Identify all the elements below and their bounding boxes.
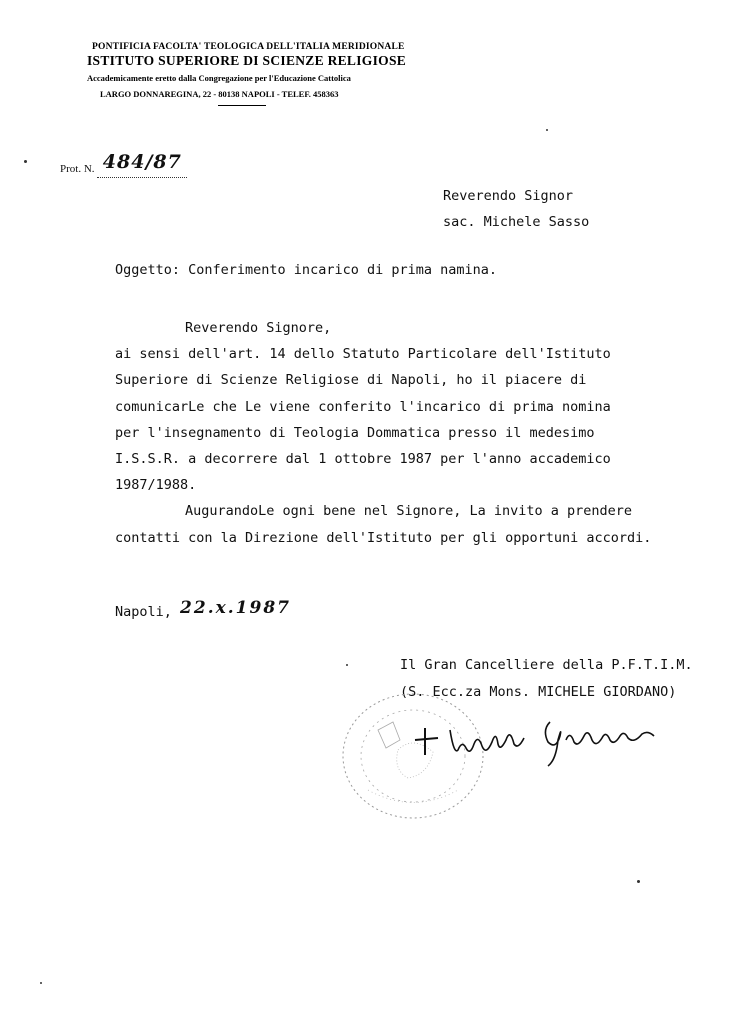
letterhead-accreditation: Accademicamente eretto dalla Congregazione per l'Educazione Cattolica [87,73,351,83]
body-line: ai sensi dell'art. 14 dello Statuto Particolare dell'Istituto [115,346,611,363]
body-closing-2: contatti con la Direzione dell'Istituto per gli opportuni accordi. [115,529,652,546]
protocol-label: Prot. N. [60,163,95,175]
signatory-title: Il Gran Cancelliere della P.F.T.I.M. [400,657,693,673]
place-date [115,598,291,621]
letterhead-institute: ISTITUTO SUPERIORE DI SCIENZE RELIGIOSE [87,53,407,68]
body-line: Superiore di Scienze Religiose di Napoli, ho il piacere di [115,372,587,389]
letterhead-faculty: PONTIFICIA FACOLTA' TEOLOGICA DELL'ITALIA MERIDIONALE [92,42,405,52]
addressee-block [443,183,589,235]
body-line: 1987/1988. [115,477,197,494]
place: Napoli, [115,604,172,620]
scan-speck [546,129,548,131]
addressee-line-1: Reverendo Signor [443,188,574,204]
addressee-line-2: sac. Michele Sasso [443,214,590,230]
letter-body [115,315,705,551]
scan-speck [346,664,348,666]
handwritten-signature [410,700,670,770]
body-line: I.S.S.R. a decorrere dal 1 ottobre 1987 per l'anno accademico [115,451,611,468]
protocol-field [97,151,187,178]
protocol-value: 484/87 [102,151,182,173]
letterhead-address: LARGO DONNAREGINA, 22 - 80138 NAPOLI - TELEF. 458363 [100,89,339,99]
body-greeting: Reverendo Signore, [185,320,332,336]
protocol-number [60,151,187,178]
signatory-name: (S. Ecc.za Mons. MICHELE GIORDANO) [400,683,677,700]
body-line: per l'insegnamento di Teologia Dommatica presso il medesimo [115,424,595,441]
letterhead-rule [218,105,266,106]
scan-speck [40,982,42,984]
scan-speck [637,880,640,883]
subject-line: Oggetto: Conferimento incarico di prima namina. [115,262,498,278]
letterhead [60,42,430,106]
body-line: comunicarLe che Le viene conferito l'incarico di prima nomina [115,398,611,415]
body-closing-1: AugurandoLe ogni bene nel Signore, La invito a prendere [185,503,633,520]
handwritten-date: 22.x.1987 [180,598,291,618]
scan-speck [24,160,27,163]
